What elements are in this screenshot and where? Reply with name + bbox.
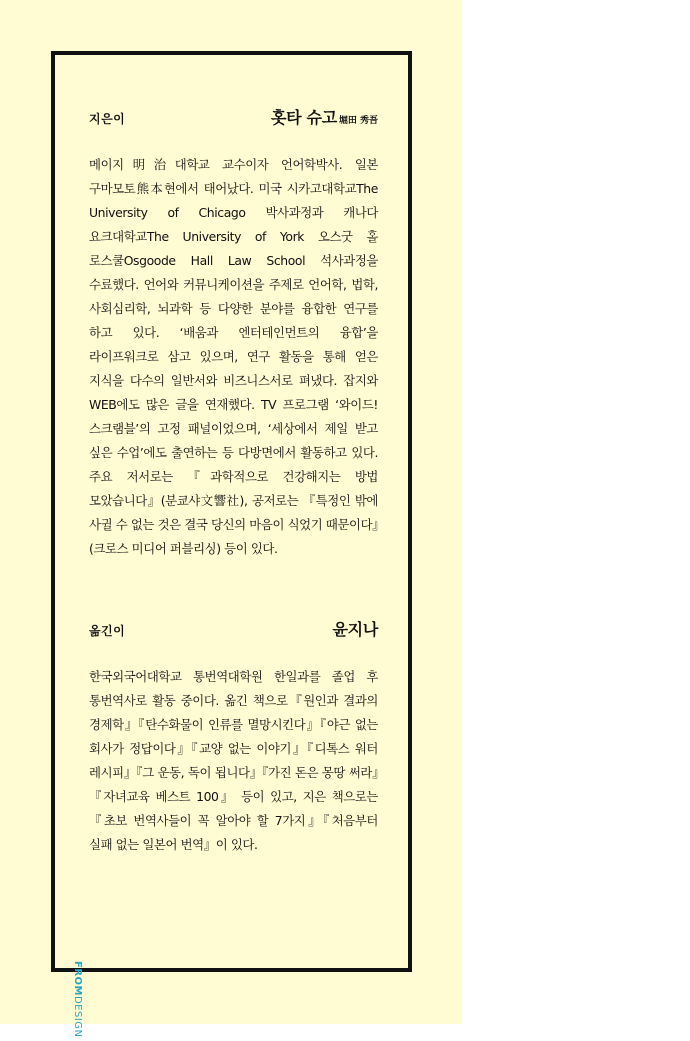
author-bio: 메이지明治대학교 교수이자 언어학박사. 일본 구마모토熊本현에서 태어났다. 미국 시카고대학교The University of Chicago 박사과정과 캐나다 요크대학교The University of York 오스굿 홀 로스쿨Osgoode Hall Law School 석사과정을 수료했다. 언어와 커뮤니케이션을 주제로 언어학, 법학, 사회심리학, 뇌과학 등 다양한 분야를 융합한 연구를 하고 있다. ‘배움과 엔터테인먼트의 융합’을 라이프워크로 삼고 있으며, 연구 활동을 통해 얻은 지식을 다수의 일반서와 비즈니스서로 펴냈다. 잡지와 WEB에도 많은 글을 연재했다. TV 프로그램 ‘와이드! 스크램블’의 고정 패널이었으며, ‘세상에서 제일 받고 싶은 수업’에도 출연하는 등 다방면에서 활동하고 있다. 주요 저서로는 『과학적으로 건강해지는 방법 모았습니다』(분쿄샤文響社), 공저로는 『특정인 밖에 사귈 수 없는 것은 결국 당신의 마음이 식었기 때문이다』(크로스 미디어 퍼블리싱) 등이 있다.: [89, 157, 378, 556]
publisher-logo-from: FROM: [72, 961, 83, 996]
author-name-original: 堀田 秀吾: [338, 116, 378, 126]
translator-bio: 한국외국어대학교 통번역대학원 한일과를 졸업 후 통번역사로 활동 중이다. 옮긴 책으로『원인과 결과의 경제학』『탄수화물이 인류를 멸망시킨다』『야근 없는 회사가 정답이다』『교양 없는 이야기』『디톡스 워터 레시피』『그 운동, 독이 됩니다』『가진 돈은 몽땅 써라』『자녀교육 베스트 100』 등이 있고, 지은 책으로는『초보 번역사들이 꼭 알아야 할 7가지』『처음부터 실패 없는 일본어 번역』이 있다.: [89, 669, 378, 852]
translator-header: [89, 617, 378, 640]
translator-name-korean: 윤지나: [332, 620, 378, 639]
profile-frame: [51, 51, 412, 1038]
translator-role-label: 옮긴이: [89, 624, 126, 638]
publisher-logo-design: DESIGN: [72, 995, 83, 1038]
author-name: [271, 105, 378, 128]
translator-name: [333, 617, 378, 640]
author-name-korean: 홋타 슈고: [270, 108, 337, 127]
publisher-logo: [69, 961, 83, 1041]
author-header: [89, 105, 378, 128]
author-role-label: 지은이: [89, 112, 126, 126]
